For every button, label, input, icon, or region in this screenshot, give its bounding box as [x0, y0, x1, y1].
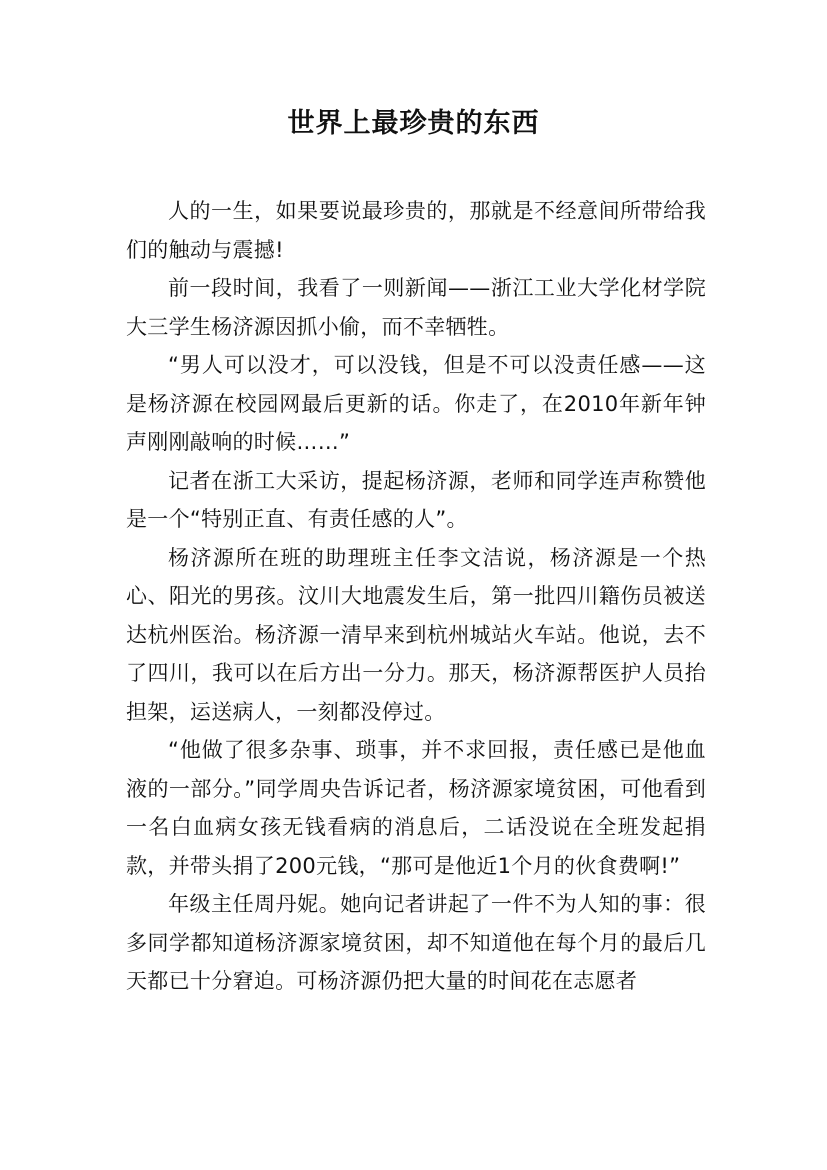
paragraph: 前一段时间，我看了一则新闻——浙江工业大学化材学院大三学生杨济源因抓小偷，而不幸牺牲。 — [126, 276, 706, 339]
document-title: 世界上最珍贵的东西 — [287, 108, 540, 139]
paragraph: 人的一生，如果要说最珍贵的，那就是不经意间所带给我们的触动与震撼! — [126, 199, 706, 262]
paragraph: 年级主任周丹妮。她向记者讲起了一件不为人知的事：很多同学都知道杨济源家境贫困，却不知道他在每个月的最后几天都已十分窘迫。可杨济源仍把大量的时间花在志愿者 — [126, 892, 706, 993]
paragraph: “男人可以没才，可以没钱，但是不可以没责任感——这是杨济源在校园网最后更新的话。你走了，在2010年新年钟声刚刚敲响的时候……” — [126, 353, 706, 454]
paragraph: 记者在浙工大采访，提起杨济源，老师和同学连声称赞他是一个“特别正直、有责任感的人”。 — [126, 468, 706, 531]
document-body — [126, 192, 706, 1001]
paragraph: “他做了很多杂事、琐事，并不求回报，责任感已是他血液的一部分。”同学周央告诉记者，杨济源家境贫困，可他看到一名白血病女孩无钱看病的消息后，二话没说在全班发起捐款，并带头捐了200元钱，“那可是他近1个月的伙食费啊!” — [126, 738, 706, 878]
paragraph: 杨济源所在班的助理班主任李文洁说，杨济源是一个热心、阳光的男孩。汶川大地震发生后，第一批四川籍伤员被送达杭州医治。杨济源一清早来到杭州城站火车站。他说，去不了四川，我可以在后方出一分力。那天，杨济源帮医护人员抬担架，运送病人，一刻都没停过。 — [126, 545, 706, 724]
